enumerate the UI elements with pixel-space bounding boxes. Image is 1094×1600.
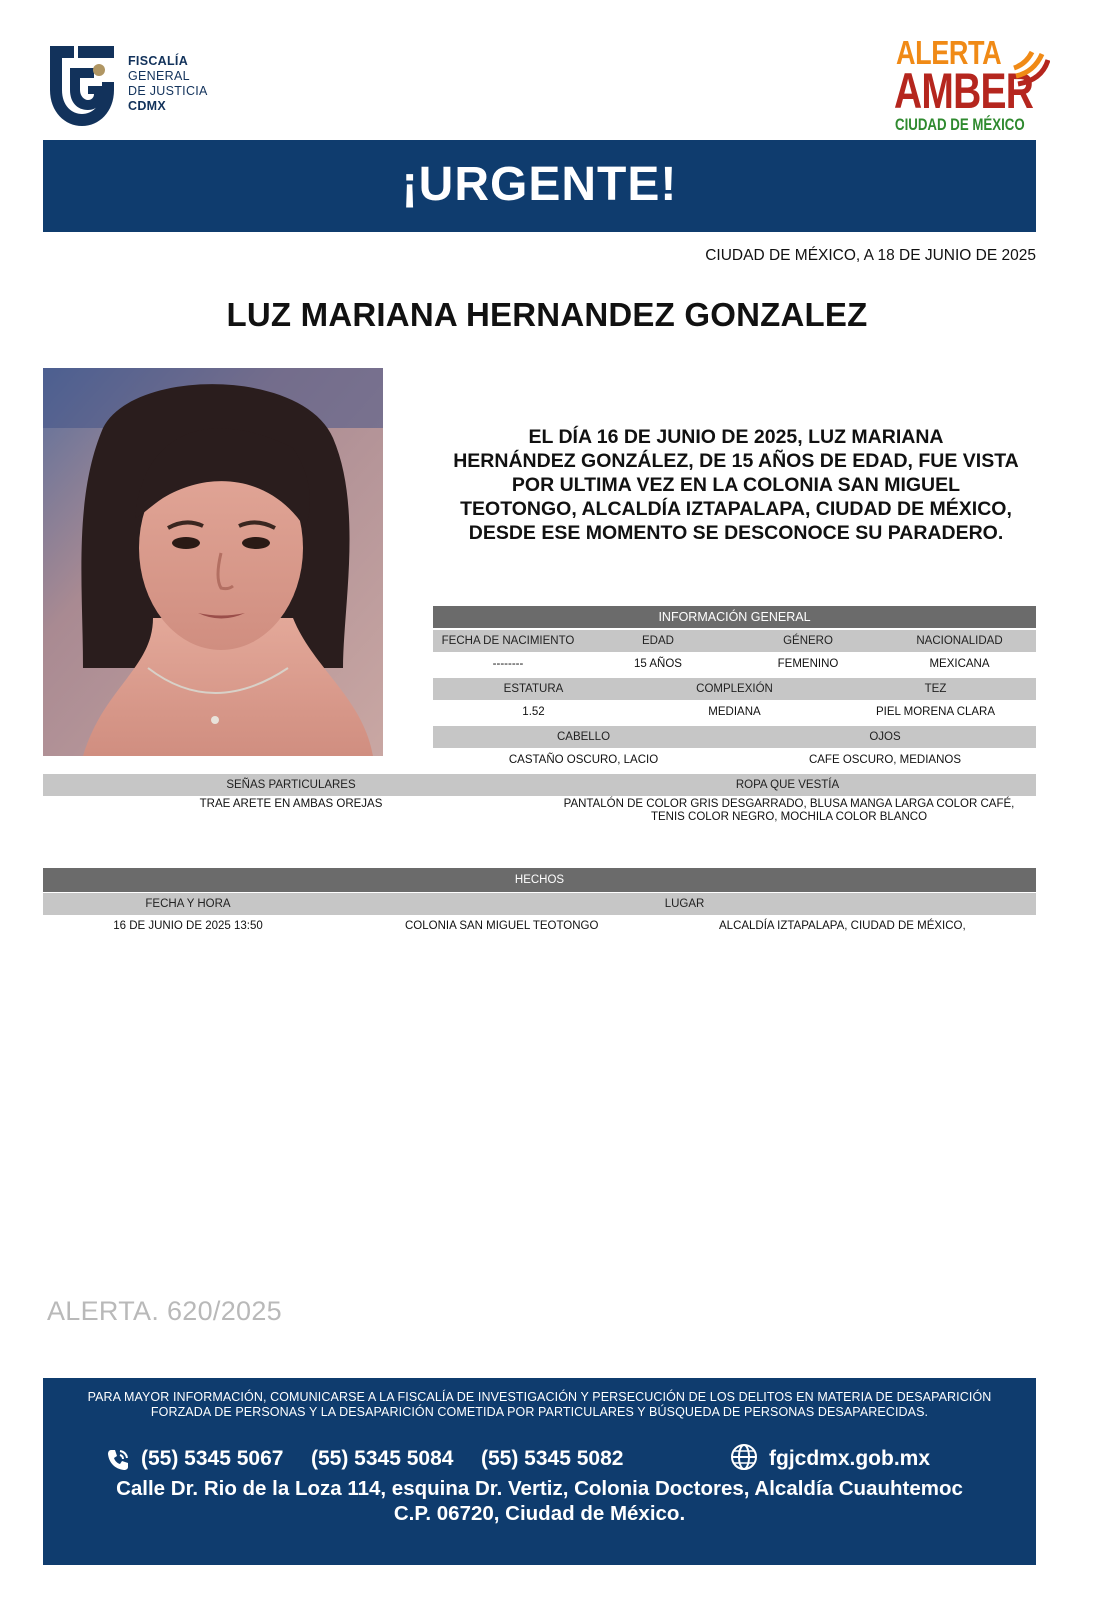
signal-waves-icon	[1012, 38, 1050, 90]
value-lugar-colonia: COLONIA SAN MIGUEL TEOTONGO	[405, 920, 599, 932]
footer-contacts	[43, 1444, 1036, 1474]
info-general-title: INFORMACIÓN GENERAL	[658, 610, 811, 624]
footer-contact-box	[43, 1378, 1036, 1565]
value-estatura: 1.52	[522, 706, 545, 718]
value-lugar-alcaldia: ALCALDÍA IZTAPALAPA, CIUDAD DE MÉXICO,	[719, 920, 966, 932]
amber-logo-line1: ALERTA	[896, 34, 1002, 71]
phone-icon	[105, 1447, 131, 1473]
globe-icon	[729, 1442, 759, 1472]
website-link[interactable]: fgjcdmx.gob.mx	[769, 1447, 931, 1470]
phone-number-2[interactable]: (55) 5345 5084	[311, 1447, 454, 1470]
value-edad: 15 AÑOS	[634, 658, 682, 670]
label-ropa: ROPA QUE VESTÍA	[735, 779, 840, 791]
value-genero: FEMENINO	[777, 658, 839, 670]
info-row4-values	[43, 796, 1036, 826]
label-estatura: ESTATURA	[503, 683, 564, 695]
amber-logo-line3: CIUDAD DE MÉXICO	[895, 115, 1025, 134]
value-cabello: CASTAÑO OSCURO, LACIO	[508, 754, 659, 766]
info-row2-values	[433, 700, 1036, 724]
alert-number: ALERTA. 620/2025	[47, 1296, 282, 1326]
hechos-header	[43, 868, 1036, 892]
info-row3-labels	[433, 726, 1036, 748]
fgj-text-line: CDMX	[128, 99, 167, 113]
label-cabello: CABELLO	[556, 731, 611, 743]
label-senas-particulares: SEÑAS PARTICULARES	[226, 779, 356, 791]
value-ropa: PANTALÓN DE COLOR GRIS DESGARRADO, BLUSA MANGA LARGA COLOR CAFÉ, TENIS COLOR NEGRO, MOCHILA COLOR BLANCO	[563, 798, 1015, 823]
phone-number-1[interactable]: (55) 5345 5067	[141, 1447, 284, 1470]
value-senas-particulares: TRAE ARETE EN AMBAS OREJAS	[199, 798, 383, 810]
label-fecha-hora: FECHA Y HORA	[145, 898, 231, 910]
label-genero: GÉNERO	[783, 635, 833, 647]
info-row2-labels	[433, 678, 1036, 700]
value-fecha-hora: 16 DE JUNIO DE 2025 13:50	[113, 920, 263, 932]
phone-number-3[interactable]: (55) 5345 5082	[481, 1447, 624, 1470]
label-complexion: COMPLEXIÓN	[696, 683, 773, 695]
fgj-logo	[44, 42, 219, 128]
label-edad: EDAD	[642, 635, 674, 647]
hechos-labels	[43, 893, 1036, 915]
label-lugar: LUGAR	[664, 898, 705, 910]
fgj-text-line: GENERAL	[128, 69, 190, 83]
value-nacionalidad: MEXICANA	[929, 658, 990, 670]
urgent-banner	[43, 140, 1036, 232]
hechos-title: HECHOS	[514, 874, 565, 886]
value-complexion: MEDIANA	[708, 706, 761, 718]
info-row1-labels	[433, 630, 1036, 652]
fgj-emblem-icon	[44, 42, 120, 128]
footer-note: PARA MAYOR INFORMACIÓN, COMUNICARSE A LA FISCALÍA DE INVESTIGACIÓN Y PERSECUCIÓN DE LOS DELITOS EN MATERIA DE DESAPARICIÓN FORZADA DE PERSONAS Y LA DESAPARICIÓN COMETIDA POR PARTICULARES Y BÚSQUEDA DE PERSONAS DESAPARECIDAS.	[87, 1390, 992, 1419]
footer-address: Calle Dr. Rio de la Loza 114, esquina Dr. Vertiz, Colonia Doctores, Alcaldía Cuauhtemoc C.P. 06720, Ciudad de México.	[116, 1477, 963, 1525]
label-nacionalidad: NACIONALIDAD	[916, 635, 1003, 647]
label-tez: TEZ	[924, 683, 947, 695]
info-general-header	[433, 606, 1036, 628]
info-row3-values	[433, 748, 1036, 772]
value-ojos: CAFE OSCURO, MEDIANOS	[808, 754, 962, 766]
fgj-text-line: DE JUSTICIA	[128, 84, 208, 98]
fgj-logo-text	[128, 54, 208, 114]
incident-description: EL DÍA 16 DE JUNIO DE 2025, LUZ MARIANA HERNÁNDEZ GONZÁLEZ, DE 15 AÑOS DE EDAD, FUE VISTA POR ULTIMA VEZ EN LA COLONIA SAN MIGUEL TEOTONGO, ALCALDÍA IZTAPALAPA, CIUDAD DE MÉXICO, DESDE ESE MOMENTO SE DESCONOCE SU PARADERO.	[453, 426, 1019, 544]
value-tez: PIEL MORENA CLARA	[875, 706, 996, 718]
info-row4-labels	[43, 774, 1036, 796]
date-line: CIUDAD DE MÉXICO, A 18 DE JUNIO DE 2025	[705, 247, 1036, 264]
info-row1-values	[433, 652, 1036, 676]
missing-person-photo	[43, 368, 383, 756]
fgj-text-line: FISCALÍA	[128, 54, 189, 68]
value-fecha-nacimiento: --------	[492, 658, 524, 670]
amber-logo-line2: AMBER	[894, 63, 1034, 119]
hechos-values	[43, 915, 1036, 937]
label-fecha-nacimiento: FECHA DE NACIMIENTO	[441, 635, 575, 647]
label-ojos: OJOS	[869, 731, 901, 743]
urgent-title: ¡URGENTE!	[401, 158, 678, 211]
alerta-amber-logo	[896, 36, 1046, 134]
person-name: LUZ MARIANA HERNANDEZ GONZALEZ	[226, 296, 868, 333]
